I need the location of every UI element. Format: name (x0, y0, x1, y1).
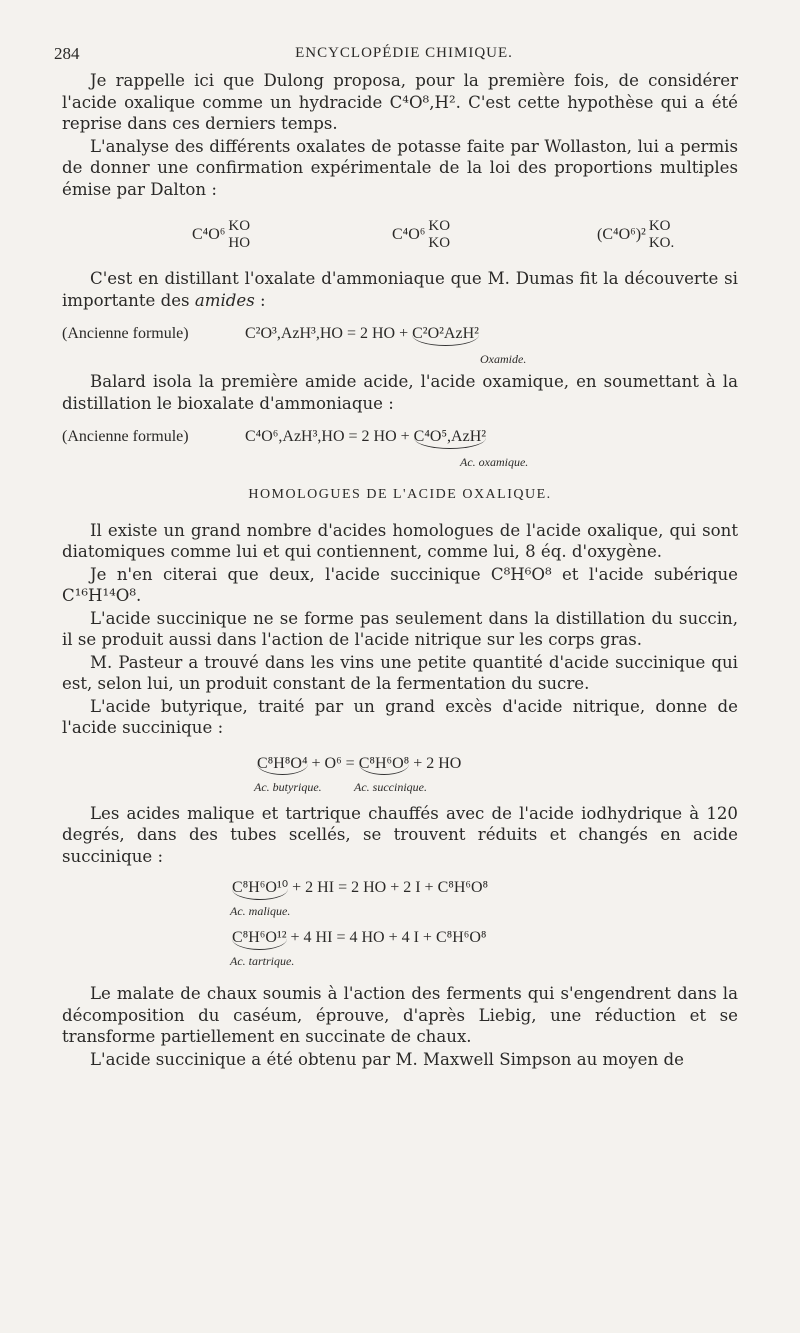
paragraph-succinic-suberic: Je n'en citerai que deux, l'acide succinique C⁸H⁶O⁸ et l'acide subérique C¹⁶H¹⁴O⁸. (62, 564, 738, 605)
butyric-caption: Ac. butyrique. (254, 779, 322, 794)
paragraph-dulong: Je rappelle ici que Dulong proposa, pour la première fois, de considérer l'acide oxalique comme un hydracide C⁴O⁸,H². C'est cette hypothèse qui a été reprise dans ces derniers temps. (62, 71, 738, 133)
oxalate-formula-1: C⁴O⁶ KO HO (192, 218, 251, 251)
oxamic-product: C⁴O⁵,AzH² (414, 426, 486, 449)
paragraph-wollaston: L'analyse des différents oxalates de potasse faite par Wollaston, lui a permis de donner une confirmation expérimentale de la loi des proportions multiples émise par Dalton : (62, 136, 738, 199)
paragraph-dumas: C'est en distillant l'oxalate d'ammoniaque que M. Dumas fit la découverte si importante des amides : (62, 269, 738, 310)
paragraph-balard: Balard isola la première amide acide, l'acide oxamique, en soumettant à la distillation le bioxalate d'ammoniaque : (62, 372, 738, 413)
page-body (62, 70, 738, 1070)
running-title: ENCYCLOPÉDIE CHIMIQUE. (295, 45, 513, 61)
tartaric-reactant: C⁸H⁶O¹² (232, 927, 287, 950)
oxalate-formula-3: (C⁴O⁶)² KO KO. (597, 218, 675, 251)
paragraph-simpson: L'acide succinique a été obtenu par M. Maxwell Simpson au moyen de (90, 1049, 684, 1069)
formula-label: (Ancienne formule) (62, 325, 189, 342)
oxalate-formula-2: C⁴O⁶ KO KO (392, 218, 451, 251)
tartaric-equation: C⁸H⁶O¹² + 4 HI = 4 HO + 4 I + C⁸H⁶O⁸ Ac. tartrique. (62, 925, 738, 971)
paragraph-malic-tartaric: Les acides malique et tartrique chauffés avec de l'acide iodhydrique à 120 degrés, dans des tubes scellés, se trouvent réduits et changés en acide succinique : (62, 803, 738, 866)
formula-label: (Ancienne formule) (62, 428, 189, 445)
succinic-product: C⁸H⁶O⁸ (359, 753, 410, 776)
oxamic-equation: (Ancienne formule) C⁴O⁶,AzH³,HO = 2 HO + C⁴O⁵,AzH² Ac. oxamique. (62, 422, 738, 470)
running-header (54, 44, 754, 66)
malic-reactant: C⁸H⁶O¹⁰ (232, 877, 288, 900)
malic-caption: Ac. malique. (230, 904, 291, 918)
paragraph-pasteur: M. Pasteur a trouvé dans les vins une petite quantité d'acide succinique qui est, selon lui, un produit constant de la fermentation du sucre. (62, 652, 738, 693)
paragraph-liebig: Le malate de chaux soumis à l'action des ferments qui s'engendrent dans la décomposition du caséum, éprouve, d'après Liebig, une réduction et se transforme partiellement en succinate de chaux. (62, 984, 738, 1046)
oxamide-product: C²O²AzH² (412, 323, 479, 346)
oxalate-formulas (62, 210, 738, 260)
butyric-reactant: C⁸H⁸O⁴ (257, 753, 308, 776)
paragraph-butyric: L'acide butyrique, traité par un grand excès d'acide nitrique, donne de l'acide succinique : (62, 696, 738, 737)
oxamide-equation: (Ancienne formule) C²O³,AzH³,HO = 2 HO + C²O²AzH² Oxamide. (62, 319, 738, 367)
succinic-caption: Ac. succinique. (354, 779, 427, 794)
oxamide-caption: Oxamide. (480, 352, 527, 366)
tartaric-caption: Ac. tartrique. (230, 954, 295, 968)
page-number: 284 (54, 44, 80, 63)
butyric-equation: C⁸H⁸O⁴ + O⁶ = C⁸H⁶O⁸ + 2 HO Ac. butyrique. Ac. succinique. (62, 751, 738, 797)
paragraph-homologues: Il existe un grand nombre d'acides homologues de l'acide oxalique, qui sont diatomiques comme lui et qui contiennent, comme lui, 8 éq. d'oxygène. (62, 520, 738, 561)
amides-term: amides (194, 290, 255, 310)
malic-equation: C⁸H⁶O¹⁰ + 2 HI = 2 HO + 2 I + C⁸H⁶O⁸ Ac. malique. (62, 875, 738, 921)
oxamic-caption: Ac. oxamique. (460, 455, 529, 469)
section-heading: HOMOLOGUES DE L'ACIDE OXALIQUE. (248, 487, 552, 502)
paragraph-succin: L'acide succinique ne se forme pas seulement dans la distillation du succin, il se produit aussi dans l'action de l'acide nitrique sur les corps gras. (62, 608, 738, 649)
